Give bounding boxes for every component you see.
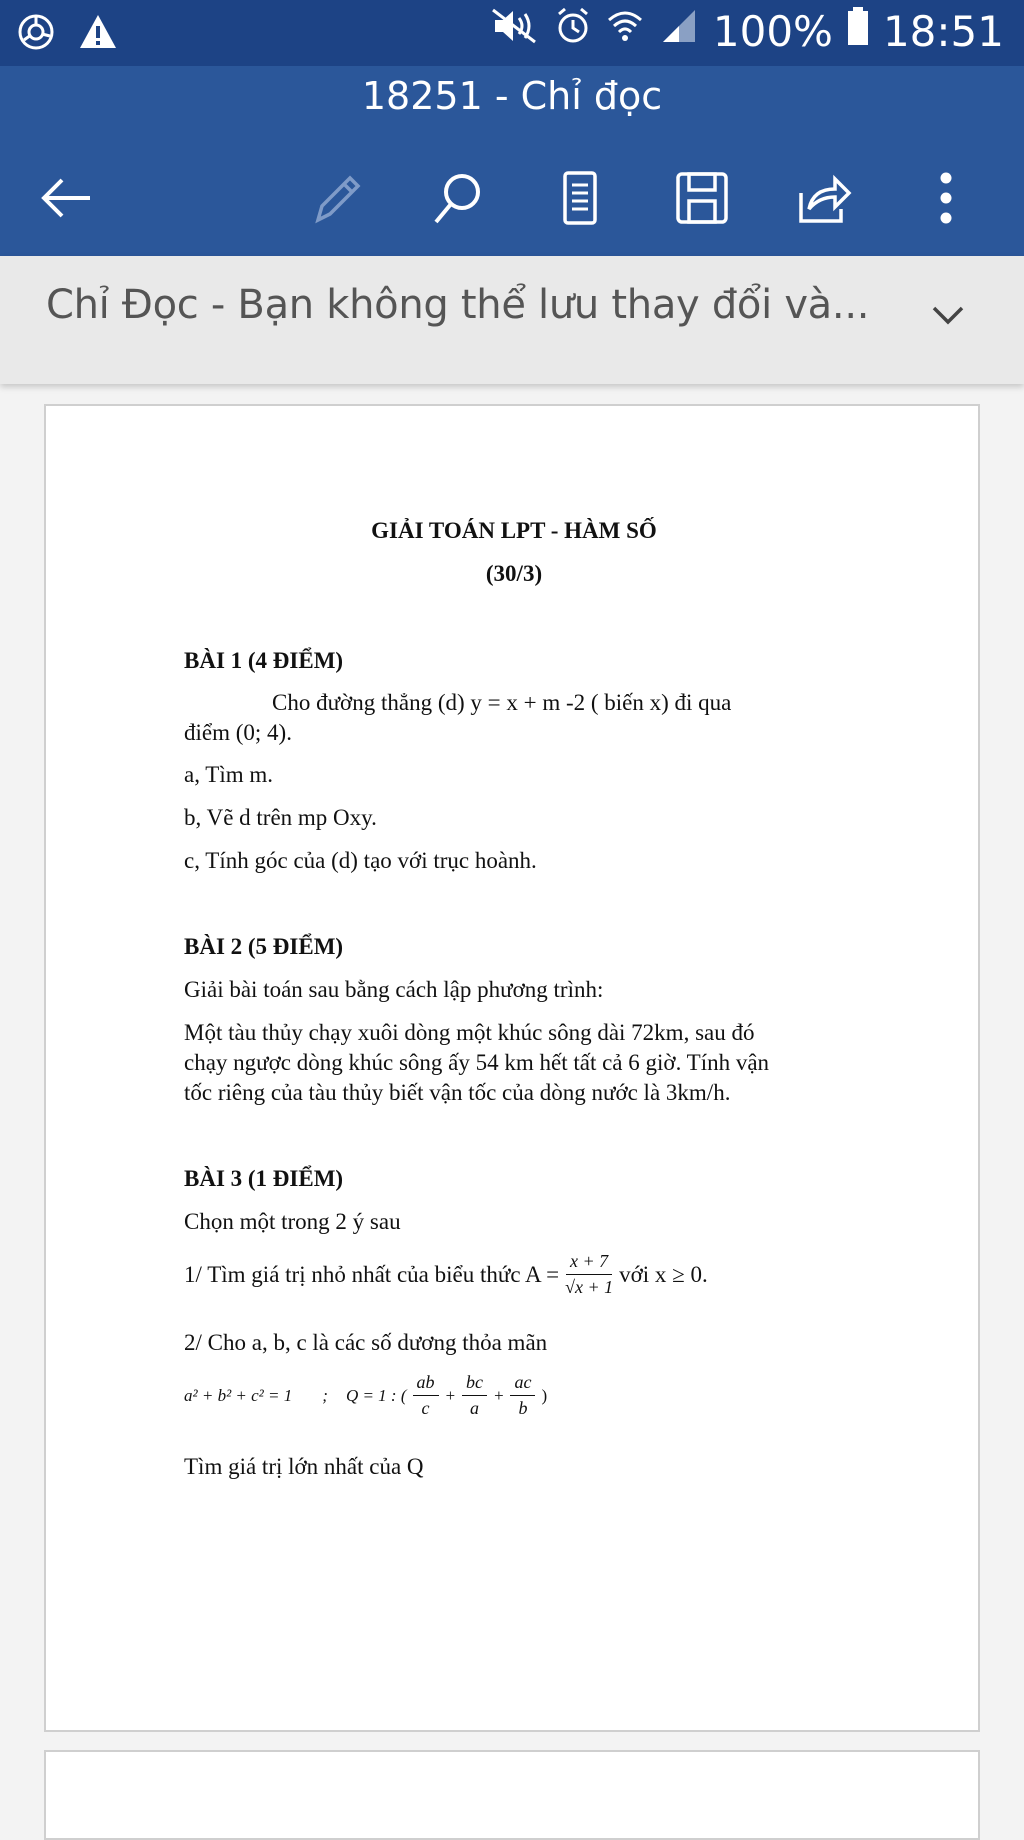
bai2-para-line3: tốc riêng của tàu thủy biết vận tốc của dòng nước là 3km/h. xyxy=(184,1080,731,1105)
battery-percent: 100% xyxy=(712,6,833,56)
q1-suffix: với x ≥ 0. xyxy=(619,1261,708,1287)
frac3-den: b xyxy=(518,1398,528,1418)
save-icon xyxy=(673,169,731,227)
read-only-banner[interactable] xyxy=(0,256,1024,384)
bai2-para-line2: chạy ngược dòng khúc sông ấy 54 km hết tất cả 6 giờ. Tính vận xyxy=(184,1050,770,1075)
search-button[interactable] xyxy=(426,166,490,230)
bai2-heading: BÀI 2 (5 ĐIỂM) xyxy=(184,934,344,959)
bai3-final: Tìm giá trị lớn nhất của Q xyxy=(184,1454,424,1479)
bai3-equation xyxy=(184,1372,547,1419)
bai3-question2: 2/ Cho a, b, c là các số dương thỏa mãn xyxy=(184,1330,548,1355)
eq-plus-2: + xyxy=(493,1385,505,1405)
bai1-part-b: b, Vẽ d trên mp Oxy. xyxy=(184,805,377,830)
mute-icon xyxy=(489,6,541,56)
document-view-icon xyxy=(555,169,605,227)
read-only-message: Chỉ Đọc - Bạn không thể lưu thay đổi và... xyxy=(46,282,870,328)
bai1-line2: điểm (0; 4). xyxy=(184,720,292,745)
alarm-icon xyxy=(555,6,591,56)
eq-separator: ; xyxy=(322,1385,328,1405)
eq-frac-ab-c xyxy=(413,1372,439,1419)
eq-q: Q = 1 : ( xyxy=(345,1385,407,1405)
eq-plus-1: + xyxy=(444,1385,456,1405)
doc-date: (30/3) xyxy=(485,561,543,586)
frac2-num: bc xyxy=(462,1372,487,1396)
status-bar xyxy=(0,0,1024,66)
search-icon xyxy=(430,170,486,226)
back-button[interactable] xyxy=(34,166,98,230)
warning-icon xyxy=(78,12,118,57)
q1-prefix: 1/ Tìm giá trị nhỏ nhất của biểu thức A = xyxy=(184,1261,560,1287)
bai2-intro: Giải bài toán sau bằng cách lập phương trình: xyxy=(184,977,604,1002)
eq-frac-ac-b xyxy=(510,1372,535,1419)
bai1-heading: BÀI 1 (4 ĐIỂM) xyxy=(184,648,344,673)
q1-fraction xyxy=(565,1251,613,1298)
eq-frac-bc-a xyxy=(462,1372,487,1419)
more-options-button[interactable] xyxy=(914,166,978,230)
frac2-den: a xyxy=(470,1398,479,1418)
frac1-num: ab xyxy=(413,1372,439,1396)
expand-banner-button[interactable] xyxy=(928,296,968,341)
bai1-part-c: c, Tính góc của (d) tạo với trục hoành. xyxy=(184,848,537,873)
more-vertical-icon xyxy=(936,169,956,227)
bai2-para-line1: Một tàu thủy chạy xuôi dòng một khúc sông dài 72km, sau đó xyxy=(184,1020,755,1045)
next-document-page[interactable] xyxy=(44,1750,980,1840)
q1-denominator: √x + 1 xyxy=(565,1277,614,1297)
bai3-intro: Chọn một trong 2 ý sau xyxy=(184,1209,401,1234)
app-notification-icon xyxy=(16,12,56,57)
edit-button[interactable] xyxy=(304,166,368,230)
clock: 18:51 xyxy=(882,6,1004,56)
q1-numerator: x + 7 xyxy=(566,1251,612,1275)
bai3-heading: BÀI 3 (1 ĐIỂM) xyxy=(184,1166,344,1191)
share-button[interactable] xyxy=(792,166,856,230)
back-arrow-icon xyxy=(36,173,96,223)
reading-view-button[interactable] xyxy=(548,166,612,230)
save-button[interactable] xyxy=(670,166,734,230)
pencil-icon xyxy=(308,170,364,226)
bai1-line1: Cho đường thẳng (d) y = x + m -2 ( biến x) đi qua xyxy=(272,690,732,715)
bai3-question1 xyxy=(184,1251,708,1298)
battery-icon xyxy=(847,6,869,56)
app-bar xyxy=(0,66,1024,256)
signal-icon xyxy=(659,6,699,56)
doc-title: GIẢI TOÁN LPT - HÀM SỐ xyxy=(371,518,657,543)
wifi-icon xyxy=(605,6,645,56)
frac3-num: ac xyxy=(510,1372,535,1396)
eq-close: ) xyxy=(541,1385,548,1405)
frac1-den: c xyxy=(421,1398,430,1418)
bai1-part-a: a, Tìm m. xyxy=(184,762,274,787)
share-icon xyxy=(795,169,853,227)
document-title: 18251 - Chỉ đọc xyxy=(361,74,663,118)
eq-constraint: a² + b² + c² = 1 xyxy=(184,1385,293,1405)
document-page[interactable] xyxy=(44,404,980,1732)
chevron-down-icon xyxy=(928,296,968,336)
